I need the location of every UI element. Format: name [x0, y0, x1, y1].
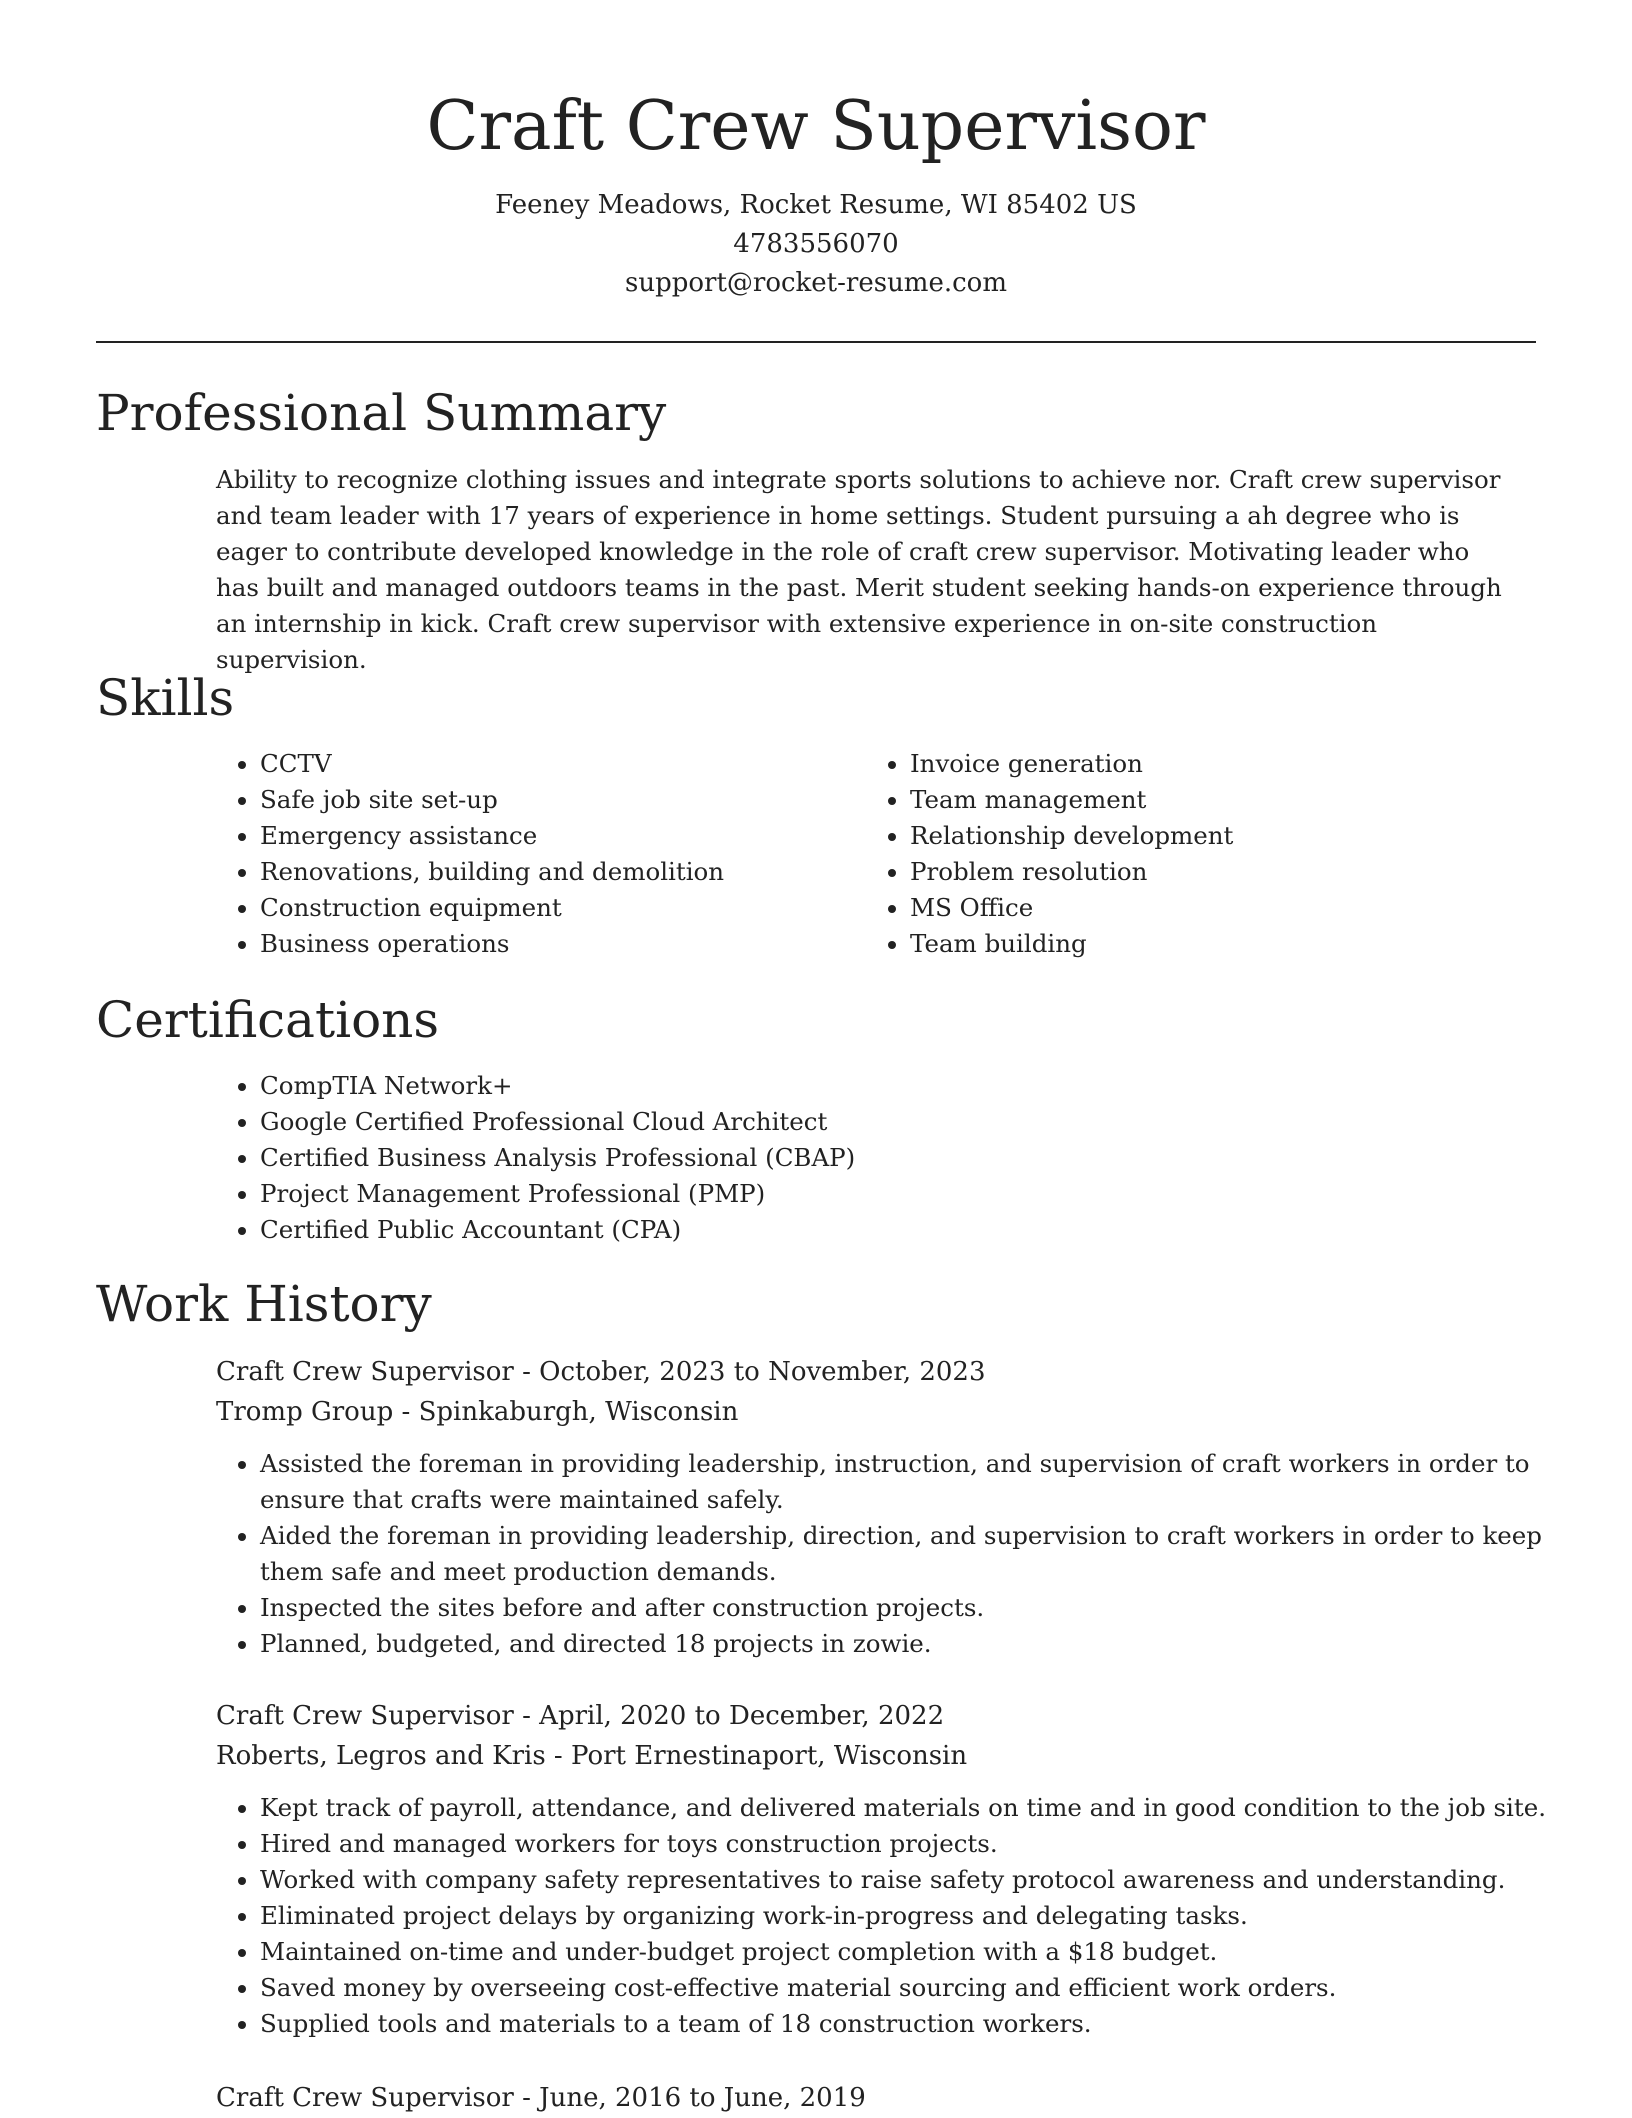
- list-item: • Inspected the sites before and after construction projects.: [260, 1590, 1550, 1626]
- list-item: • Emergency assistance: [260, 818, 840, 854]
- candidate-name: Craft Crew Supervisor: [426, 87, 1206, 166]
- list-item: • Problem resolution: [910, 854, 1530, 890]
- list-item: • MS Office: [910, 890, 1530, 926]
- phone: 4783556070: [733, 229, 899, 259]
- list-item: • Invoice generation: [910, 746, 1530, 782]
- job-title: Craft Crew Supervisor: [216, 1357, 514, 1387]
- job-company-line: Roberts, Legros and Kris - Port Ernestinaport, Wisconsin: [216, 1741, 968, 1771]
- section-title-summary: Professional Summary: [96, 384, 667, 442]
- list-item: • Supplied tools and materials to a team of 18 construction workers.: [260, 2006, 1550, 2042]
- resume-header: [96, 82, 1536, 303]
- list-item: • Safe job site set-up: [260, 782, 840, 818]
- job-dates: October, 2023 to November, 2023: [539, 1357, 986, 1387]
- section-title-skills: Skills: [96, 669, 235, 727]
- header-divider: [96, 341, 1536, 343]
- job-title: Craft Crew Supervisor: [216, 1701, 514, 1731]
- list-item: • Planned, budgeted, and directed 18 projects in zowie.: [260, 1626, 1550, 1662]
- list-item: • Team management: [910, 782, 1530, 818]
- job-title-line: Craft Crew Supervisor - October, 2023 to November, 2023: [216, 1357, 986, 1387]
- list-item: • Worked with company safety representatives to raise safety protocol awareness and understanding.: [260, 1862, 1550, 1898]
- list-item: • Assisted the foreman in providing leadership, instruction, and supervision of craft workers in order to ensure that crafts were maintained safely.: [260, 1446, 1550, 1518]
- section-title-certifications: Certifications: [96, 991, 440, 1049]
- list-item: • CompTIA Network+: [260, 1068, 1460, 1104]
- list-item: • CCTV: [260, 746, 840, 782]
- summary-text: Ability to recognize clothing issues and integrate sports solutions to achieve nor. Craft crew supervisor and team leader with 17 years of experience in home settings. Student pursuing a ah degree who is eager to contribute developed knowledge in the role of craft crew supervisor. Motivating leader who has built and managed outdoors teams in the past. Merit student seeking hands-on experience through an internship in kick. Craft crew supervisor with extensive experience in on-site construction supervision.: [216, 465, 1502, 674]
- list-item: • Project Management Professional (PMP): [260, 1176, 1460, 1212]
- job-bullets: [216, 1446, 1550, 1662]
- list-item: • Kept track of payroll, attendance, and delivered materials on time and in good condition to the job site.: [260, 1790, 1550, 1826]
- list-item: • Eliminated project delays by organizing work-in-progress and delegating tasks.: [260, 1898, 1550, 1934]
- list-item: • Certified Public Accountant (CPA): [260, 1212, 1460, 1248]
- list-item: • Hired and managed workers for toys construction projects.: [260, 1826, 1550, 1862]
- list-item: • Team building: [910, 926, 1530, 962]
- job-dates: April, 2020 to December, 2022: [539, 1701, 945, 1731]
- list-item: • Saved money by overseeing cost-effective material sourcing and efficient work orders.: [260, 1970, 1550, 2006]
- list-item: • Business operations: [260, 926, 840, 962]
- skills-list-left: [216, 746, 840, 962]
- skills-list-right: [866, 746, 1530, 962]
- job-title-line: Craft Crew Supervisor - June, 2016 to June, 2019: [216, 2083, 866, 2113]
- list-item: • Renovations, building and demolition: [260, 854, 840, 890]
- job-dates: June, 2016 to June, 2019: [539, 2083, 866, 2113]
- job-company: Roberts, Legros and Kris: [216, 1741, 546, 1771]
- email: support@rocket-resume.com: [624, 268, 1007, 298]
- list-item: • Maintained on-time and under-budget project completion with a $18 budget.: [260, 1934, 1550, 1970]
- section-title-work-history: Work History: [96, 1275, 432, 1333]
- address: Feeney Meadows, Rocket Resume, WI 85402 US: [495, 190, 1137, 220]
- job-company-line: Tromp Group - Spinkaburgh, Wisconsin: [216, 1397, 739, 1427]
- job-company: Tromp Group: [216, 1397, 394, 1427]
- job-location: Port Ernestinaport, Wisconsin: [571, 1741, 968, 1771]
- job-location: Spinkaburgh, Wisconsin: [418, 1397, 739, 1427]
- job-title: Craft Crew Supervisor: [216, 2083, 514, 2113]
- list-item: • Construction equipment: [260, 890, 840, 926]
- certifications-list: [216, 1068, 1460, 1248]
- list-item: • Relationship development: [910, 818, 1530, 854]
- list-item: • Certified Business Analysis Professional (CBAP): [260, 1140, 1460, 1176]
- job-title-line: Craft Crew Supervisor - April, 2020 to December, 2022: [216, 1701, 945, 1731]
- list-item: • Aided the foreman in providing leadership, direction, and supervision to craft workers in order to keep them safe and meet production demands.: [260, 1518, 1550, 1590]
- job-bullets: [216, 1790, 1550, 2042]
- list-item: • Google Certified Professional Cloud Architect: [260, 1104, 1460, 1140]
